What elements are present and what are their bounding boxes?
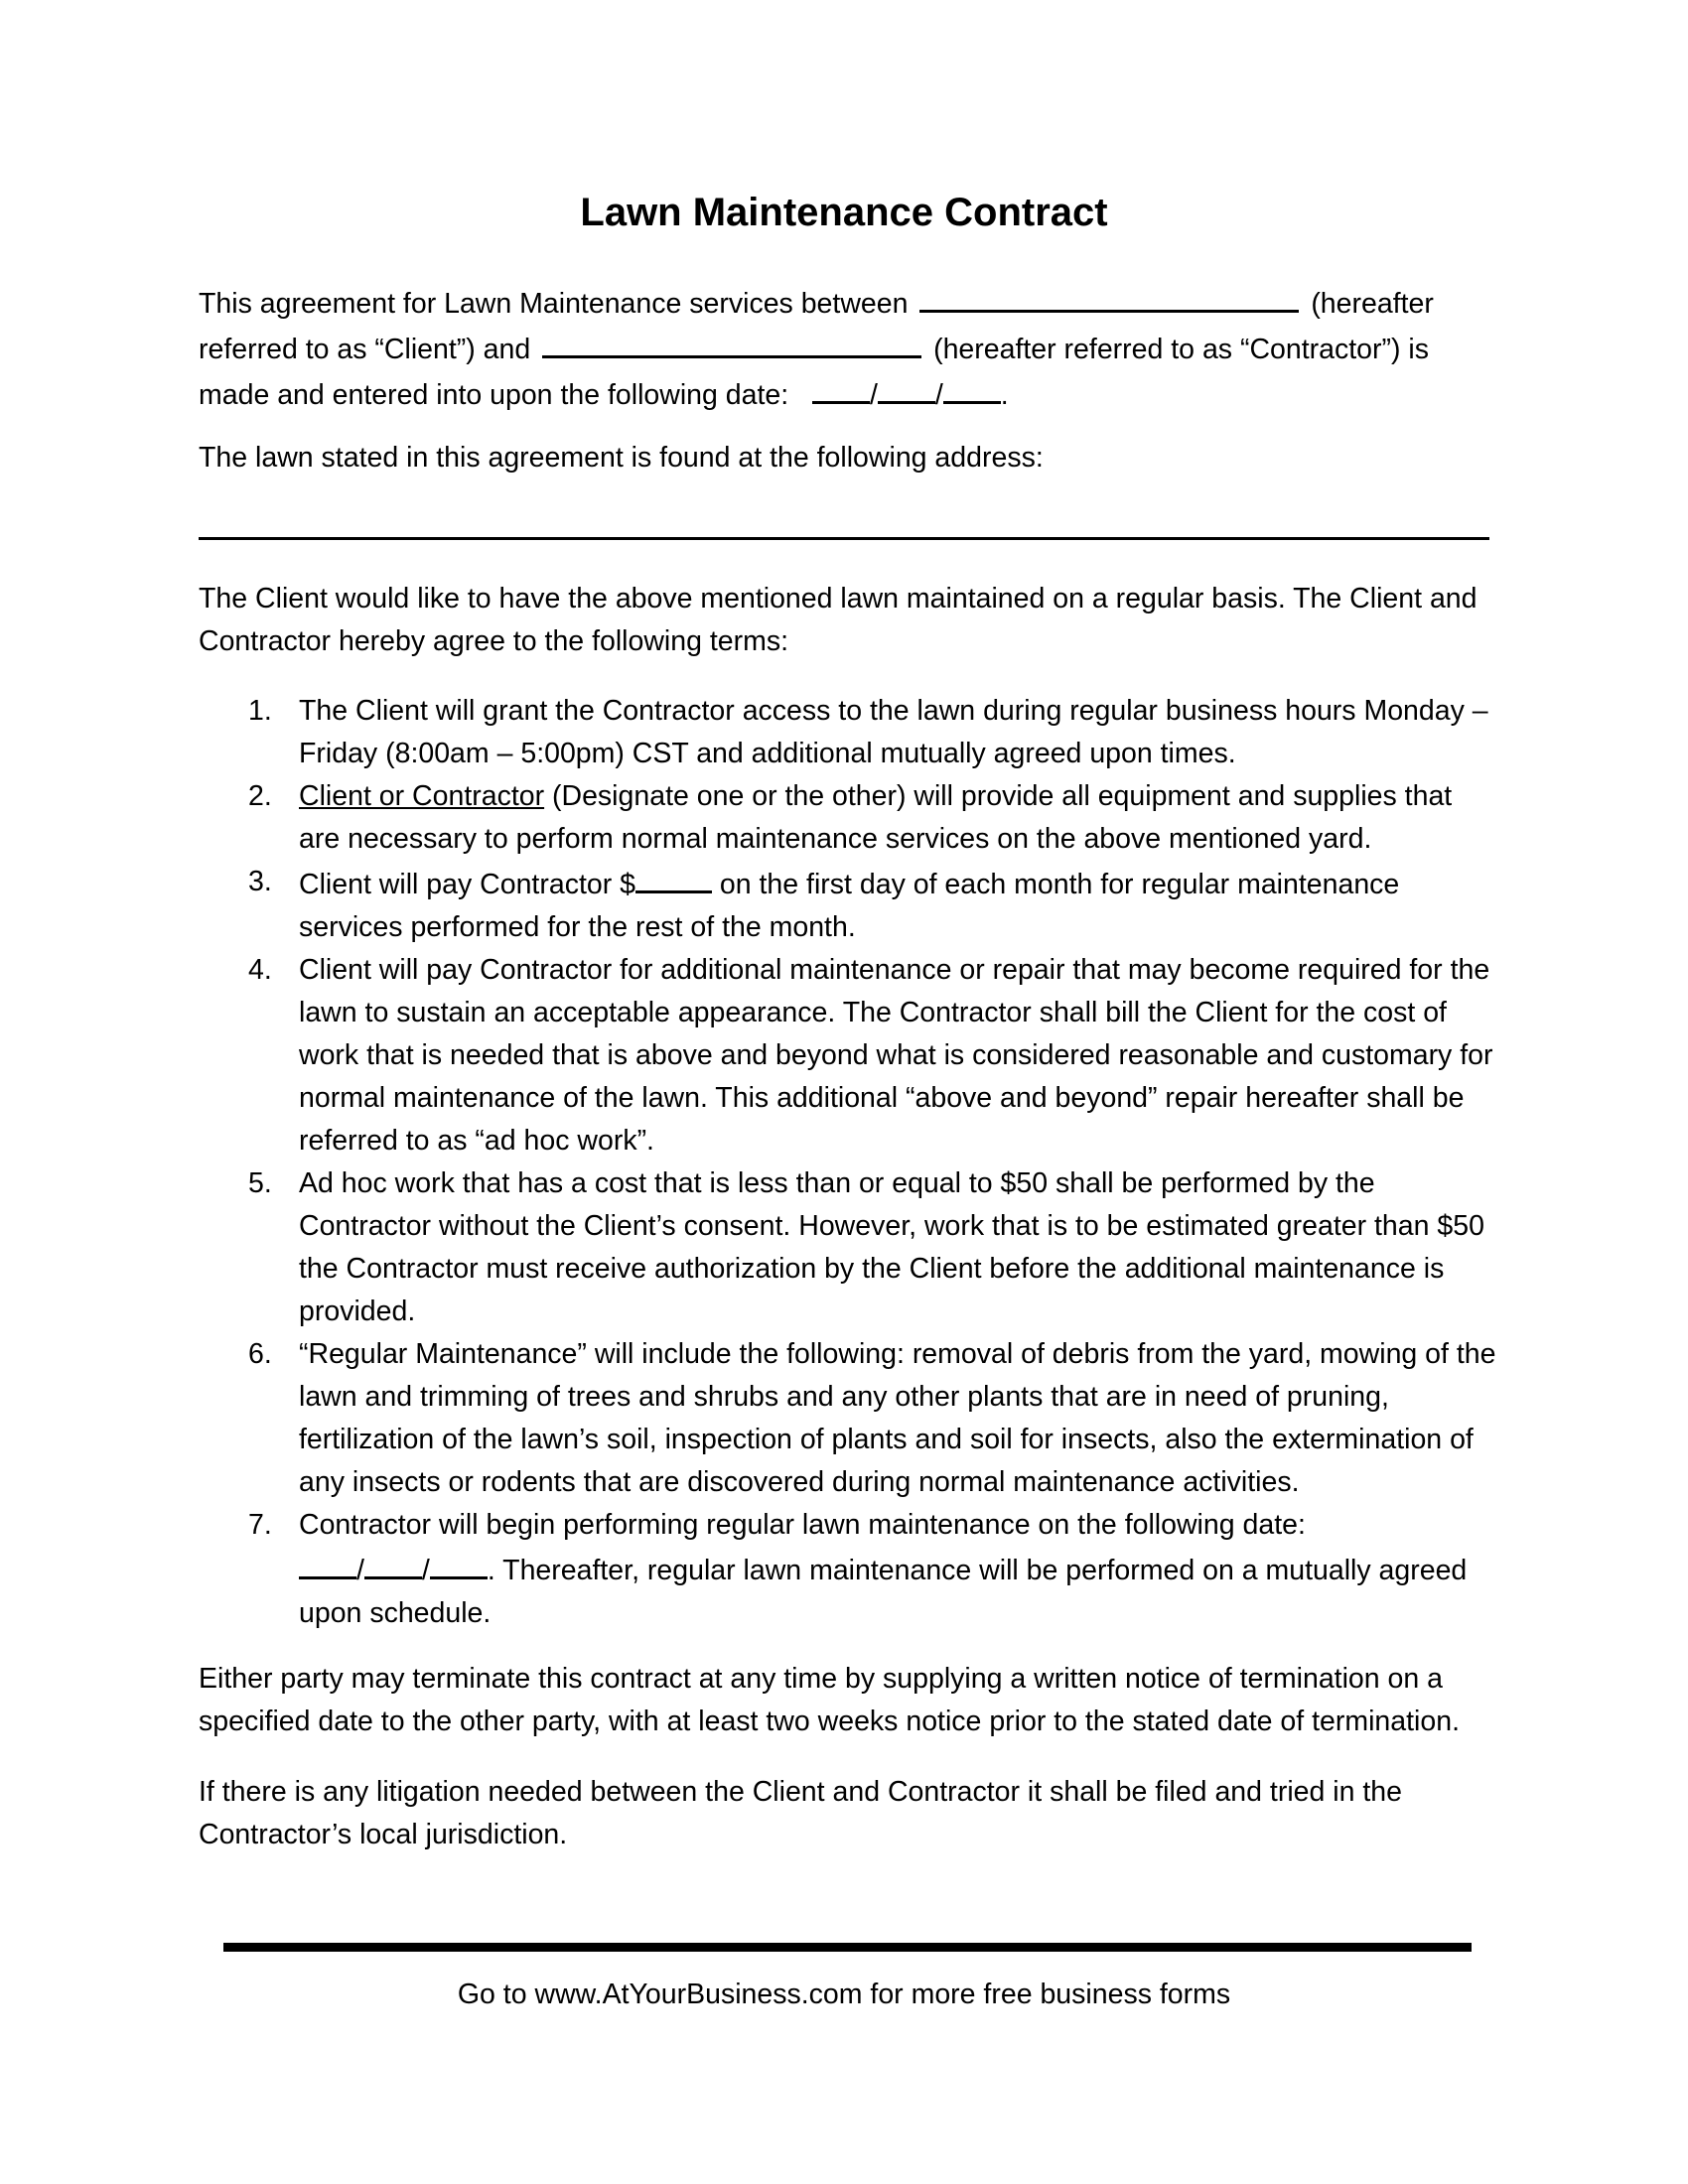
term-text-after: . Thereafter, regular lawn maintenance will be performed on a mutually agreed upon schedule.	[299, 1555, 1468, 1629]
date-separator: /	[934, 379, 943, 411]
termination-paragraph: Either party may terminate this contract at any time by supplying a written notice of termination on a specified date to the other party, with at least two weeks notice prior to the stated date of termination.	[199, 1663, 1461, 1737]
term-number: 3.	[248, 866, 272, 897]
term-number: 6.	[248, 1338, 272, 1370]
start-day-blank[interactable]	[364, 1547, 422, 1579]
intro-text-2: (hereafter referred to as “Client”) and	[199, 288, 1434, 365]
address-blank-line[interactable]	[199, 537, 1489, 540]
designate-party-text: Client or Contractor	[299, 780, 545, 812]
term-item	[199, 949, 1499, 1162]
term-number: 1.	[248, 695, 272, 727]
intro-end: .	[1000, 379, 1009, 411]
contractor-name-blank[interactable]	[542, 326, 921, 358]
agreement-day-blank[interactable]	[878, 371, 935, 404]
term-text-before: Contractor will begin performing regular lawn maintenance on the following date:	[299, 1509, 1306, 1541]
document-title: Lawn Maintenance Contract	[580, 191, 1108, 234]
term-item	[199, 1162, 1499, 1333]
litigation-paragraph: If there is any litigation needed between the Client and Contractor it shall be filed and tried in the Contractor’s local jurisdiction.	[199, 1776, 1403, 1850]
footer-text: Go to www.AtYourBusiness.com for more free business forms	[457, 1979, 1231, 2010]
client-name-blank[interactable]	[919, 280, 1299, 313]
intro-text-1: This agreement for Lawn Maintenance services between	[199, 288, 909, 320]
term-text: “Regular Maintenance” will include the following: removal of debris from the yard, mowing of the lawn and trimming of trees and shrubs and any other plants that are in need of pruning, fertilization of the lawn’s soil, inspection of plants and soil for insects, also the extermination of any insects or rodents that are discovered during normal maintenance activities.	[299, 1338, 1496, 1498]
intro-text-3: (hereafter referred to as “Contractor”) is made and entered into upon the following date:	[199, 334, 1429, 411]
term-number: 2.	[248, 780, 272, 812]
agreement-year-blank[interactable]	[943, 371, 1001, 404]
date-separator: /	[421, 1555, 430, 1586]
terms-list	[199, 690, 1499, 1635]
term-text-before: Client will pay Contractor $	[299, 869, 635, 900]
term-text: The Client will grant the Contractor access to the lawn during regular business hours Monday – Friday (8:00am – 5:00pm) CST and additional mutually agreed upon times.	[299, 695, 1488, 769]
date-separator: /	[356, 1555, 364, 1586]
term-item	[199, 861, 1499, 949]
term-item	[199, 1504, 1499, 1635]
intro-paragraph	[199, 280, 1489, 417]
term-text-after: on the first day of each month for regular maintenance services performed for the rest of the month.	[299, 869, 1400, 943]
term-item	[199, 690, 1499, 775]
footer-divider	[223, 1943, 1472, 1952]
monthly-amount-blank[interactable]	[635, 861, 712, 893]
term-number: 4.	[248, 954, 272, 986]
term-number: 5.	[248, 1167, 272, 1199]
term-text: Client will pay Contractor for additional maintenance or repair that may become required for the lawn to sustain an acceptable appearance. The Contractor shall bill the Client for the cost of work that is needed that is above and beyond what is considered reasonable and customary for normal maintenance of the lawn. This additional “above and beyond” repair hereafter shall be referred to as “ad hoc work”.	[299, 954, 1493, 1157]
agreement-month-blank[interactable]	[812, 371, 870, 404]
date-separator: /	[869, 379, 878, 411]
term-text: Ad hoc work that has a cost that is less than or equal to $50 shall be performed by the Contractor without the Client’s consent. However, work that is to be estimated greater than $50 the Contractor must receive authorization by the Client before the additional maintenance is provided.	[299, 1167, 1484, 1327]
start-month-blank[interactable]	[299, 1547, 356, 1579]
term-item	[199, 1333, 1499, 1504]
term-item	[199, 775, 1499, 861]
address-paragraph: The lawn stated in this agreement is found at the following address:	[199, 442, 1044, 474]
term-number: 7.	[248, 1509, 272, 1541]
start-year-blank[interactable]	[430, 1547, 488, 1579]
terms-intro-paragraph: The Client would like to have the above mentioned lawn maintained on a regular basis. The Client and Contractor hereby agree to the following terms:	[199, 583, 1477, 657]
term-text: (Designate one or the other) will provide all equipment and supplies that are necessary to perform normal maintenance services on the above mentioned yard.	[299, 780, 1453, 855]
